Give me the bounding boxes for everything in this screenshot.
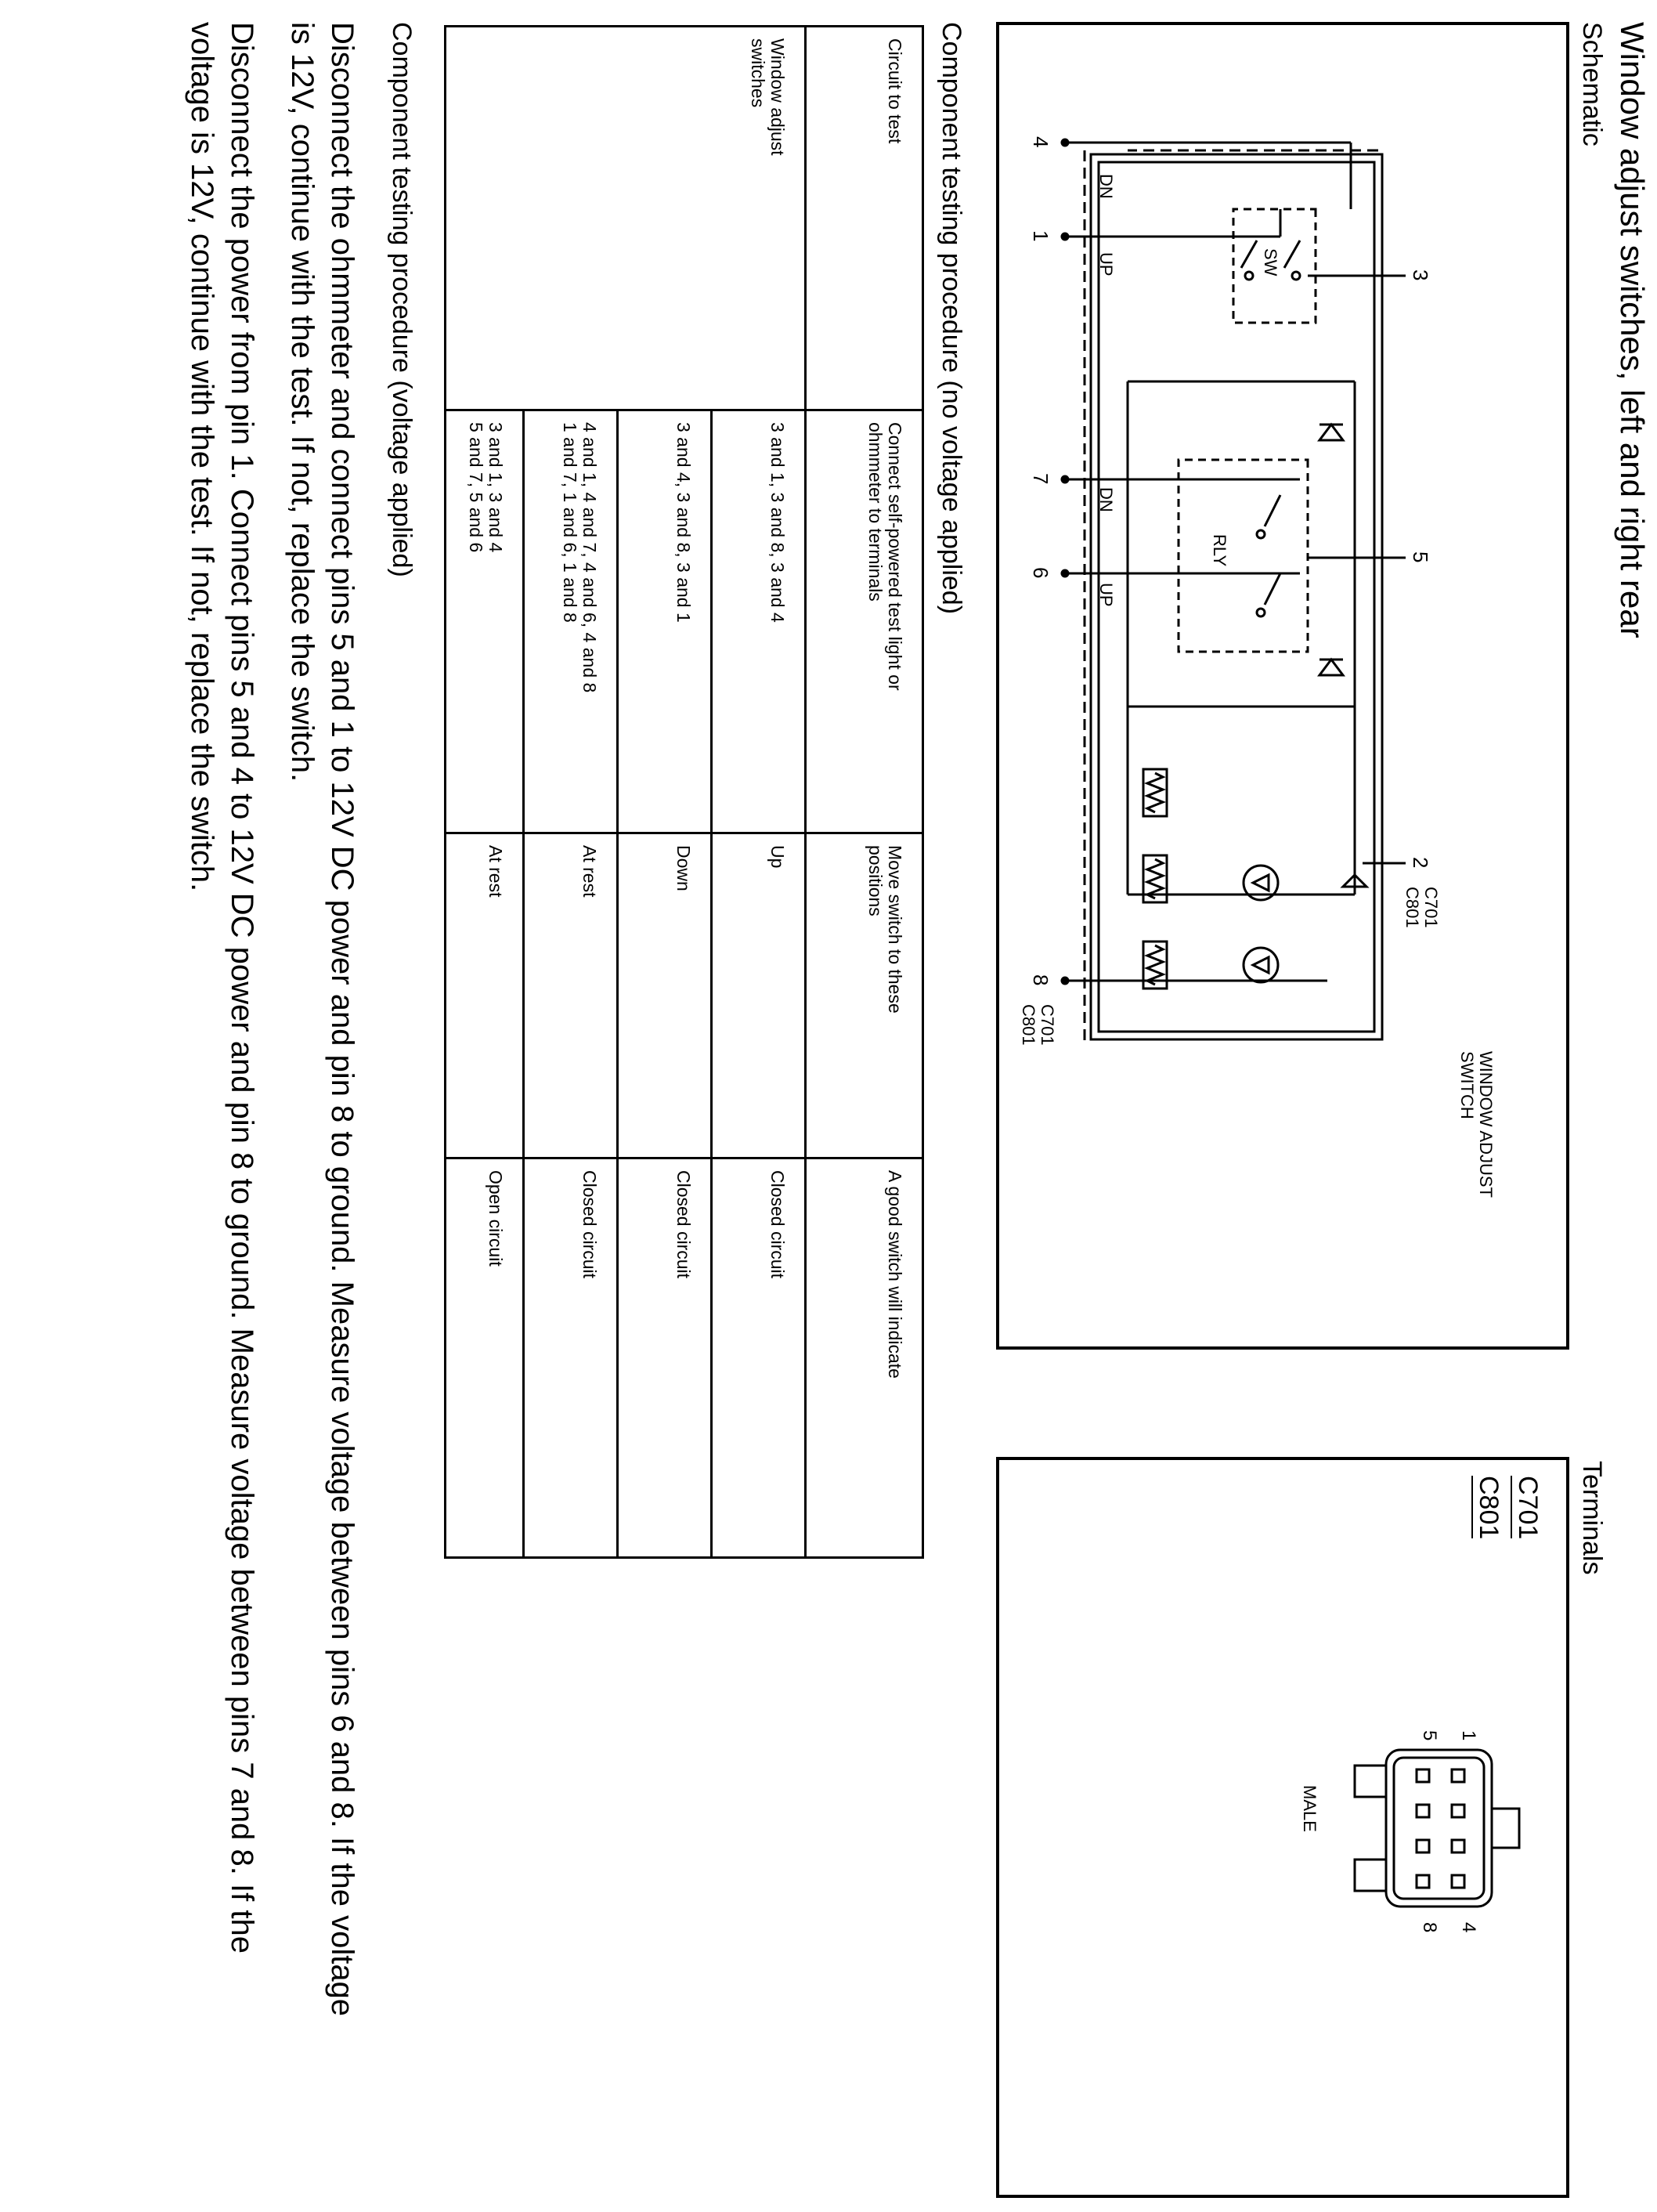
cell-result: Closed circuit — [618, 1158, 712, 1558]
sw-contact-1 — [1284, 240, 1300, 268]
sw-contact-2 — [1241, 240, 1257, 268]
connector-diagram — [999, 1460, 1566, 2195]
diode-2 — [1319, 660, 1343, 675]
terminals-panel — [996, 1457, 1569, 2198]
sw-node-1 — [1292, 272, 1300, 280]
voltage-procedure-paragraph-2: Disconnect the power from pin 1. Connect pins 5 and 4 to 12V DC power and pin 8 to ground. Measure voltage between pins 7 and 8. If the voltage is 12V, continue with the test. If not, replace the switch. — [184, 22, 259, 1954]
connector-bottom-label — [1019, 1004, 1057, 1050]
schematic-panel — [996, 22, 1569, 1350]
rly-contact-2 — [1265, 573, 1280, 605]
led-2 — [1244, 948, 1278, 982]
rly-node-1 — [1257, 530, 1265, 538]
pin-1-node — [1062, 233, 1068, 240]
cell-result: Open circuit — [446, 1158, 524, 1558]
sw-label: SW — [1261, 248, 1280, 276]
dn-label-left: DN — [1096, 174, 1116, 199]
header-terminals: Connect self-powered test light or ohmmeter to terminals — [806, 410, 923, 833]
pin-label-5-term: 5 — [1419, 1730, 1440, 1741]
header-positions: Move switch to these positions — [806, 833, 923, 1158]
terminal-3 — [1452, 1840, 1464, 1852]
connector-outline — [1386, 1750, 1492, 1907]
switch-label-line2: SWITCH — [1457, 1051, 1477, 1119]
terminal-5 — [1417, 1769, 1429, 1782]
cell-result: Closed circuit — [524, 1158, 618, 1558]
header-indication: A good switch will indicate — [806, 1158, 923, 1558]
header-circuit: Circuit to test — [806, 27, 923, 410]
connector-top-label-line1: C701 — [1421, 887, 1441, 928]
cell-position: At rest — [446, 833, 524, 1158]
rly-dashed-box — [1179, 460, 1308, 652]
resistor-2 — [1147, 859, 1163, 898]
sw-node-2 — [1245, 272, 1253, 280]
up-label-left: UP — [1096, 252, 1116, 276]
cell-terminals: 3 and 1, 3 and 4 5 and 7, 5 and 6 — [446, 410, 524, 833]
terminal-4 — [1452, 1875, 1464, 1888]
connector-latch — [1492, 1809, 1519, 1848]
pin-label-5: 5 — [1409, 551, 1432, 563]
rly-node-2 — [1257, 609, 1265, 616]
connector-foot-1 — [1355, 1766, 1386, 1797]
schematic-heading: Schematic — [1577, 22, 1607, 146]
connector-bottom-label-line2: C801 — [1019, 1004, 1038, 1046]
connector-a-label: C701 — [1513, 1476, 1543, 1540]
terminal-2 — [1452, 1805, 1464, 1817]
pin-label-7: 7 — [1029, 473, 1052, 485]
pin-label-2: 2 — [1409, 857, 1432, 869]
terminals-heading: Terminals — [1577, 1461, 1607, 1575]
pin-label-6: 6 — [1029, 567, 1052, 579]
connector-body — [1355, 1750, 1519, 1907]
cell-terminals: 4 and 1, 4 and 7, 4 and 6, 4 and 8 1 and 7, 1 and 6, 1 and 8 — [524, 410, 618, 833]
led-1-symbol — [1253, 875, 1269, 891]
pin-8-node — [1062, 978, 1068, 984]
pin-label-8: 8 — [1029, 974, 1052, 986]
table-row — [712, 27, 806, 1558]
rly-contact-1 — [1265, 495, 1280, 526]
connector-foot-2 — [1355, 1860, 1386, 1891]
component-testing-heading: Component testing procedure (no voltage applied) — [937, 22, 966, 615]
cell-position: Up — [712, 833, 806, 1158]
pin-6-node — [1062, 570, 1068, 576]
resistor-1 — [1147, 773, 1163, 812]
switch-housing-inner — [1099, 162, 1374, 1032]
cell-position: Down — [618, 833, 712, 1158]
led-2-symbol — [1253, 957, 1269, 973]
table-header-row — [806, 27, 923, 1558]
connector-inner — [1394, 1758, 1484, 1899]
pin-label-1: 1 — [1029, 230, 1052, 242]
connector-b-label: C801 — [1474, 1476, 1504, 1540]
resistor-3 — [1147, 945, 1163, 985]
pin-label-3: 3 — [1409, 269, 1432, 281]
terminal-8 — [1417, 1875, 1429, 1888]
pin-4-node — [1062, 139, 1068, 146]
cell-terminals: 3 and 1, 3 and 8, 3 and 4 — [712, 410, 806, 833]
cell-position: At rest — [524, 833, 618, 1158]
schematic-diagram — [999, 25, 1566, 1346]
page-title: Window adjust switches, left and right rear — [1614, 22, 1651, 638]
pin-7-node — [1062, 476, 1068, 483]
cell-circuit: Window adjust switches — [446, 27, 806, 410]
pin-label-4: 4 — [1029, 136, 1052, 148]
connector-top-label-line2: C801 — [1402, 887, 1422, 928]
terminal-1 — [1452, 1769, 1464, 1782]
dn-label-right: DN — [1096, 487, 1116, 512]
cell-terminals: 3 and 4, 3 and 8, 3 and 1 — [618, 410, 712, 833]
diode-1 — [1319, 425, 1343, 440]
connector-top-label — [1402, 887, 1441, 933]
terminal-6 — [1417, 1805, 1429, 1817]
pin-label-1-term: 1 — [1458, 1730, 1479, 1741]
up-label-right: UP — [1096, 583, 1116, 607]
cell-result: Closed circuit — [712, 1158, 806, 1558]
connector-bottom-label-line1: C701 — [1038, 1004, 1057, 1046]
switch-label-line1: WINDOW ADJUST — [1476, 1051, 1496, 1198]
pin-label-4-term: 4 — [1458, 1922, 1479, 1933]
voltage-testing-heading: Component testing procedure (voltage applied) — [387, 22, 417, 577]
rly-label: RLY — [1210, 534, 1229, 567]
gender-label: MALE — [1300, 1785, 1319, 1832]
terminal-7 — [1417, 1840, 1429, 1852]
pin-label-8-term: 8 — [1419, 1922, 1440, 1933]
switch-label — [1457, 1051, 1496, 1202]
switch-housing-outer — [1091, 154, 1382, 1039]
component-testing-table — [444, 25, 924, 1559]
voltage-procedure-paragraph-1: Disconnect the ohmmeter and connect pins 5 and 1 to 12V DC power and pin 8 to ground. Measure voltage between pins 6 and 8. If the voltage is 12V, continue with the test. If not, replace the switch. — [284, 22, 359, 2017]
